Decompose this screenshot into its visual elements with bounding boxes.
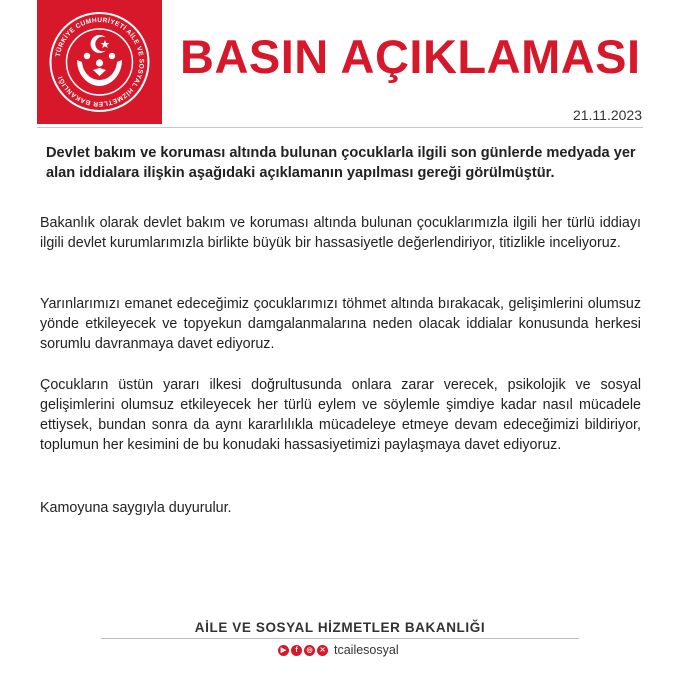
seal-text: TÜRKİYE CUMHURİYETİ AİLE VE SOSYAL HİZMETLER BAKANLIĞI [54, 16, 145, 108]
social-handle[interactable]: tcailesosyal [334, 643, 399, 657]
body-paragraph-2: Yarınlarımızı emanet edeceğimiz çocuklarımızı töhmet altında bırakacak, gelişimlerini olumsuz yönde etkileyecek ve topyekun damgalanmalarına neden olacak iddialar konusunda herkesi sorumlu davranmaya davet ediyoruz. [40, 296, 641, 352]
facebook-icon[interactable]: f [291, 645, 302, 656]
footer-divider [101, 638, 579, 639]
body-paragraph-3: Çocukların üstün yararı ilkesi doğrultusunda onlara zarar verecek, psikolojik ve sosyal gelişimlerini olumsuz etkileyecek her türlü eylem ve söylemle şimdiye kadar nasıl mücadele ettiysek, bundan sonra da aynı kararlılıkla mücadeleye etmeye devam edeceğimizi bildiriyor, toplumun her kesimini de bu konudaki hassasiyetimizi paylaşmaya davet ediyoruz. [40, 377, 641, 453]
header-divider [37, 127, 643, 128]
x-icon[interactable]: ✕ [317, 645, 328, 656]
ministry-name: AİLE VE SOSYAL HİZMETLER BAKANLIĞI [194, 620, 486, 635]
body-paragraph-1: Bakanlık olarak devlet bakım ve koruması altında bulunan çocuklarımızla ilgili her türlü iddiayı ilgili devlet kurumlarımızla birlikte büyük bir hassasiyetle değerlendiriyor, titizlikle inceliyoruz. [40, 215, 641, 251]
social-links [278, 643, 399, 657]
page-title: BASIN AÇIKLAMASI [180, 30, 641, 83]
youtube-icon[interactable]: ▶ [278, 645, 289, 656]
closing-line: Kamoyuna saygıyla duyurulur. [40, 500, 232, 516]
intro-paragraph: Devlet bakım ve koruması altında bulunan çocuklarla ilgili son günlerde medyada yer alan iddialara ilişkin aşağıdaki açıklamanın yapılması gereği görülmüştür. [46, 145, 636, 181]
ministry-logo [37, 0, 162, 124]
ministry-seal-icon [37, 0, 162, 124]
release-date: 21.11.2023 [572, 107, 642, 123]
instagram-icon[interactable]: ◎ [304, 645, 315, 656]
